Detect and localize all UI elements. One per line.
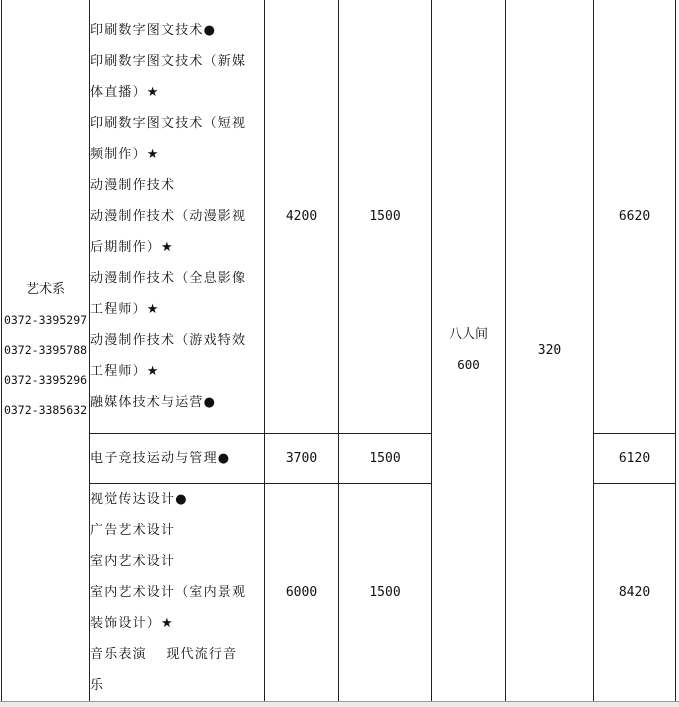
major-line: 动漫制作技术（动漫影视 bbox=[90, 208, 247, 224]
majors-cell bbox=[90, 434, 265, 484]
total-value: 6620 bbox=[594, 0, 676, 434]
major-line: 动漫制作技术（游戏特效 bbox=[90, 332, 247, 348]
department-phone: 0372-3395296 bbox=[3, 373, 88, 387]
major-line: 体直播）★ bbox=[90, 84, 160, 100]
fee-value: 1500 bbox=[339, 484, 432, 702]
tuition-value: 4200 bbox=[265, 0, 339, 434]
fee-value: 1500 bbox=[339, 0, 432, 434]
department-phone: 0372-3395788 bbox=[3, 343, 88, 357]
major-line: 室内艺术设计（室内景观 bbox=[90, 585, 247, 600]
major-line: 室内艺术设计 bbox=[90, 554, 176, 569]
major-line: 融媒体技术与运营● bbox=[90, 394, 217, 410]
major-line: 后期制作）★ bbox=[90, 239, 174, 255]
major-line: 视觉传达设计● bbox=[90, 492, 188, 507]
major-line: 工程师）★ bbox=[90, 363, 160, 379]
major-line: 动漫制作技术 bbox=[90, 177, 176, 193]
department-name: 艺术系 bbox=[25, 282, 65, 297]
major-line: 印刷数字图文技术（新媒 bbox=[90, 53, 247, 69]
major-line: 电子竞技运动与管理● bbox=[90, 451, 231, 466]
table-row bbox=[2, 0, 676, 434]
table-bottom-edge bbox=[0, 701, 679, 707]
fee-320-value: 320 bbox=[506, 0, 594, 702]
dormitory-cell bbox=[432, 0, 506, 702]
major-line: 乐 bbox=[90, 678, 105, 693]
major-line: 印刷数字图文技术● bbox=[90, 22, 217, 38]
department-cell bbox=[2, 0, 90, 702]
major-line: 装饰设计）★ bbox=[90, 616, 174, 631]
majors-cell bbox=[90, 484, 265, 702]
major-line: 印刷数字图文技术（短视 bbox=[90, 115, 247, 131]
fee-table bbox=[1, 0, 676, 702]
total-value: 8420 bbox=[594, 484, 676, 702]
fee-value: 1500 bbox=[339, 434, 432, 484]
department-phone: 0372-3395297 bbox=[3, 313, 88, 327]
major-line: 广告艺术设计 bbox=[90, 523, 176, 538]
major-line: 动漫制作技术（全息影像 bbox=[90, 270, 247, 286]
tuition-value: 3700 bbox=[265, 434, 339, 484]
major-line: 工程师）★ bbox=[90, 301, 160, 317]
major-line: 频制作）★ bbox=[90, 146, 160, 162]
majors-cell bbox=[90, 0, 265, 434]
dormitory-price: 600 bbox=[457, 357, 480, 372]
dormitory-type: 八人间 bbox=[448, 327, 488, 342]
department-phone: 0372-3385632 bbox=[3, 403, 88, 417]
total-value: 6120 bbox=[594, 434, 676, 484]
major-line: 音乐表演 现代流行音 bbox=[90, 647, 238, 662]
tuition-value: 6000 bbox=[265, 484, 339, 702]
